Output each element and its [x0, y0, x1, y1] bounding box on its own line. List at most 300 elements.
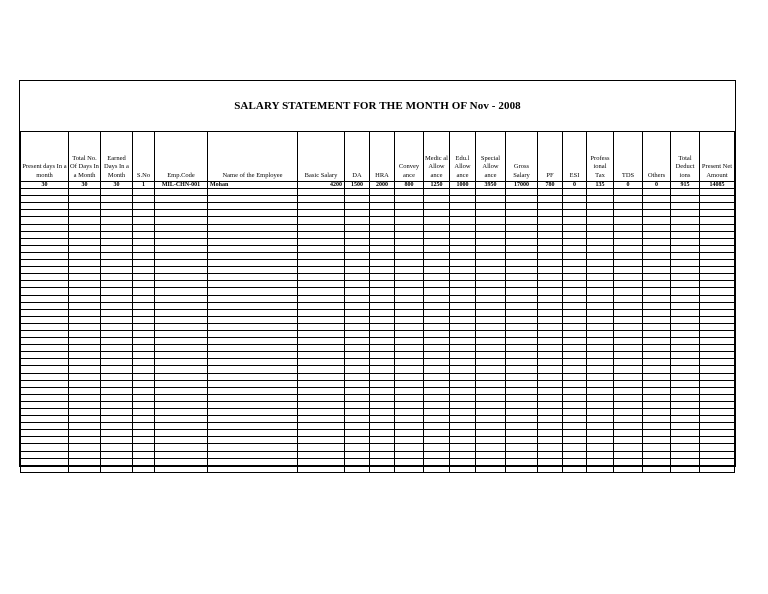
empty-cell	[538, 373, 563, 380]
empty-cell	[506, 288, 538, 295]
empty-row	[21, 323, 735, 330]
empty-cell	[345, 345, 370, 352]
empty-cell	[587, 203, 614, 210]
empty-cell	[133, 189, 155, 196]
empty-cell	[538, 281, 563, 288]
empty-cell	[208, 373, 298, 380]
empty-cell	[345, 394, 370, 401]
empty-cell	[21, 366, 69, 373]
empty-cell	[208, 210, 298, 217]
empty-cell	[395, 302, 424, 309]
empty-cell	[671, 252, 700, 259]
empty-cell	[345, 423, 370, 430]
empty-cell	[563, 338, 587, 345]
empty-cell	[345, 231, 370, 238]
empty-cell	[101, 238, 133, 245]
empty-row	[21, 373, 735, 380]
empty-cell	[538, 260, 563, 267]
empty-cell	[101, 387, 133, 394]
empty-cell	[101, 437, 133, 444]
empty-cell	[69, 252, 101, 259]
empty-cell	[671, 224, 700, 231]
empty-cell	[614, 444, 643, 451]
empty-cell	[563, 373, 587, 380]
empty-cell	[370, 345, 395, 352]
empty-cell	[614, 394, 643, 401]
empty-cell	[643, 387, 671, 394]
empty-cell	[614, 210, 643, 217]
empty-cell	[563, 380, 587, 387]
empty-cell	[538, 323, 563, 330]
empty-cell	[671, 345, 700, 352]
empty-cell	[155, 451, 208, 458]
empty-cell	[671, 281, 700, 288]
empty-cell	[671, 189, 700, 196]
empty-cell	[450, 238, 476, 245]
empty-cell	[345, 281, 370, 288]
empty-cell	[450, 323, 476, 330]
empty-cell	[345, 196, 370, 203]
empty-cell	[587, 345, 614, 352]
empty-cell	[700, 373, 735, 380]
empty-cell	[671, 330, 700, 337]
empty-cell	[671, 366, 700, 373]
empty-row	[21, 387, 735, 394]
empty-cell	[563, 231, 587, 238]
cell-pf: 780	[538, 182, 563, 189]
empty-cell	[155, 409, 208, 416]
empty-cell	[643, 288, 671, 295]
empty-cell	[395, 345, 424, 352]
cell-education-allowance: 1000	[450, 182, 476, 189]
empty-cell	[21, 423, 69, 430]
cell-sno: 1	[133, 182, 155, 189]
empty-cell	[476, 401, 506, 408]
empty-cell	[476, 196, 506, 203]
empty-cell	[69, 394, 101, 401]
empty-cell	[450, 260, 476, 267]
empty-cell	[155, 380, 208, 387]
empty-cell	[208, 231, 298, 238]
empty-cell	[345, 309, 370, 316]
empty-cell	[587, 373, 614, 380]
empty-cell	[506, 203, 538, 210]
empty-cell	[538, 252, 563, 259]
empty-cell	[101, 231, 133, 238]
empty-cell	[563, 267, 587, 274]
empty-cell	[101, 380, 133, 387]
empty-cell	[538, 267, 563, 274]
empty-cell	[424, 338, 450, 345]
empty-cell	[345, 224, 370, 231]
empty-cell	[563, 394, 587, 401]
empty-cell	[133, 359, 155, 366]
empty-cell	[538, 458, 563, 465]
empty-cell	[69, 274, 101, 281]
empty-cell	[587, 465, 614, 472]
empty-cell	[298, 267, 345, 274]
empty-cell	[133, 409, 155, 416]
empty-cell	[643, 323, 671, 330]
table-row	[21, 182, 735, 189]
empty-cell	[424, 274, 450, 281]
empty-cell	[424, 387, 450, 394]
col-conveyance: Convey ance	[395, 132, 424, 182]
empty-cell	[587, 189, 614, 196]
empty-cell	[155, 295, 208, 302]
empty-cell	[133, 352, 155, 359]
empty-cell	[345, 380, 370, 387]
empty-cell	[345, 444, 370, 451]
empty-cell	[563, 309, 587, 316]
empty-cell	[700, 196, 735, 203]
empty-cell	[345, 189, 370, 196]
empty-cell	[614, 359, 643, 366]
empty-cell	[671, 451, 700, 458]
empty-cell	[155, 423, 208, 430]
empty-cell	[587, 281, 614, 288]
empty-cell	[395, 196, 424, 203]
empty-cell	[133, 274, 155, 281]
empty-cell	[700, 366, 735, 373]
empty-cell	[563, 430, 587, 437]
empty-cell	[563, 245, 587, 252]
empty-cell	[101, 302, 133, 309]
empty-cell	[101, 189, 133, 196]
empty-cell	[424, 366, 450, 373]
empty-cell	[155, 373, 208, 380]
empty-cell	[587, 444, 614, 451]
empty-cell	[643, 366, 671, 373]
empty-cell	[298, 224, 345, 231]
empty-cell	[506, 210, 538, 217]
empty-cell	[506, 274, 538, 281]
empty-cell	[587, 274, 614, 281]
empty-cell	[700, 245, 735, 252]
empty-cell	[69, 238, 101, 245]
empty-cell	[476, 345, 506, 352]
empty-cell	[700, 274, 735, 281]
empty-cell	[345, 252, 370, 259]
empty-cell	[538, 401, 563, 408]
empty-cell	[424, 323, 450, 330]
cell-net-amount: 14085	[700, 182, 735, 189]
empty-cell	[538, 203, 563, 210]
empty-cell	[370, 330, 395, 337]
empty-cell	[155, 210, 208, 217]
empty-cell	[370, 203, 395, 210]
empty-cell	[614, 217, 643, 224]
empty-cell	[563, 302, 587, 309]
empty-cell	[424, 380, 450, 387]
empty-cell	[450, 394, 476, 401]
empty-cell	[476, 380, 506, 387]
empty-cell	[155, 352, 208, 359]
empty-cell	[370, 338, 395, 345]
empty-cell	[21, 394, 69, 401]
empty-cell	[21, 267, 69, 274]
empty-cell	[506, 416, 538, 423]
cell-tds: 0	[614, 182, 643, 189]
empty-cell	[614, 387, 643, 394]
empty-cell	[101, 416, 133, 423]
empty-cell	[506, 217, 538, 224]
empty-row	[21, 295, 735, 302]
empty-cell	[450, 451, 476, 458]
empty-cell	[395, 217, 424, 224]
empty-cell	[345, 416, 370, 423]
empty-cell	[614, 189, 643, 196]
empty-cell	[450, 196, 476, 203]
empty-cell	[538, 345, 563, 352]
empty-cell	[506, 338, 538, 345]
empty-cell	[563, 409, 587, 416]
empty-cell	[370, 238, 395, 245]
empty-cell	[643, 401, 671, 408]
empty-cell	[69, 387, 101, 394]
empty-cell	[450, 316, 476, 323]
empty-cell	[671, 416, 700, 423]
empty-cell	[643, 316, 671, 323]
empty-cell	[424, 309, 450, 316]
empty-cell	[424, 260, 450, 267]
empty-cell	[506, 323, 538, 330]
empty-cell	[155, 338, 208, 345]
empty-cell	[424, 217, 450, 224]
empty-cell	[424, 423, 450, 430]
empty-cell	[395, 316, 424, 323]
empty-cell	[370, 231, 395, 238]
empty-cell	[101, 316, 133, 323]
empty-cell	[643, 196, 671, 203]
empty-cell	[614, 231, 643, 238]
empty-cell	[563, 458, 587, 465]
col-others: Others	[643, 132, 671, 182]
empty-cell	[101, 373, 133, 380]
empty-cell	[506, 260, 538, 267]
empty-cell	[21, 231, 69, 238]
empty-cell	[671, 316, 700, 323]
empty-cell	[101, 203, 133, 210]
header-row	[21, 132, 735, 182]
empty-cell	[506, 366, 538, 373]
empty-cell	[563, 281, 587, 288]
empty-cell	[671, 196, 700, 203]
empty-cell	[298, 302, 345, 309]
empty-cell	[101, 295, 133, 302]
empty-cell	[155, 274, 208, 281]
empty-cell	[450, 189, 476, 196]
empty-cell	[21, 359, 69, 366]
empty-cell	[155, 345, 208, 352]
empty-cell	[101, 345, 133, 352]
empty-cell	[395, 444, 424, 451]
empty-cell	[298, 288, 345, 295]
empty-cell	[69, 380, 101, 387]
empty-row	[21, 217, 735, 224]
empty-cell	[614, 267, 643, 274]
empty-cell	[21, 416, 69, 423]
empty-cell	[563, 288, 587, 295]
empty-cell	[345, 338, 370, 345]
empty-cell	[476, 203, 506, 210]
empty-cell	[476, 409, 506, 416]
empty-cell	[133, 458, 155, 465]
empty-cell	[587, 366, 614, 373]
empty-cell	[538, 430, 563, 437]
empty-cell	[587, 288, 614, 295]
empty-cell	[506, 224, 538, 231]
empty-cell	[101, 401, 133, 408]
empty-cell	[538, 338, 563, 345]
empty-cell	[298, 373, 345, 380]
empty-cell	[298, 437, 345, 444]
empty-cell	[370, 295, 395, 302]
empty-row	[21, 189, 735, 196]
empty-cell	[69, 231, 101, 238]
empty-cell	[345, 458, 370, 465]
empty-cell	[506, 252, 538, 259]
empty-cell	[587, 451, 614, 458]
empty-cell	[69, 245, 101, 252]
empty-cell	[101, 252, 133, 259]
empty-cell	[133, 281, 155, 288]
empty-cell	[208, 338, 298, 345]
empty-cell	[538, 309, 563, 316]
empty-cell	[476, 288, 506, 295]
empty-cell	[700, 210, 735, 217]
empty-cell	[538, 359, 563, 366]
empty-row	[21, 245, 735, 252]
empty-cell	[424, 245, 450, 252]
empty-cell	[155, 465, 208, 472]
empty-cell	[643, 359, 671, 366]
empty-cell	[671, 430, 700, 437]
empty-cell	[424, 373, 450, 380]
empty-cell	[395, 409, 424, 416]
empty-cell	[450, 430, 476, 437]
empty-cell	[700, 316, 735, 323]
empty-cell	[587, 196, 614, 203]
empty-cell	[69, 260, 101, 267]
empty-cell	[671, 274, 700, 281]
empty-cell	[370, 444, 395, 451]
empty-cell	[395, 416, 424, 423]
empty-cell	[133, 451, 155, 458]
empty-row	[21, 394, 735, 401]
empty-cell	[700, 451, 735, 458]
empty-cell	[101, 210, 133, 217]
empty-cell	[450, 387, 476, 394]
empty-cell	[21, 409, 69, 416]
empty-cell	[69, 465, 101, 472]
empty-cell	[506, 437, 538, 444]
empty-cell	[69, 345, 101, 352]
empty-cell	[614, 465, 643, 472]
empty-cell	[563, 217, 587, 224]
empty-cell	[614, 409, 643, 416]
empty-cell	[643, 281, 671, 288]
empty-cell	[370, 465, 395, 472]
empty-cell	[133, 217, 155, 224]
empty-cell	[563, 260, 587, 267]
empty-cell	[450, 252, 476, 259]
empty-row	[21, 416, 735, 423]
empty-cell	[587, 217, 614, 224]
empty-cell	[133, 330, 155, 337]
empty-cell	[424, 345, 450, 352]
empty-cell	[700, 189, 735, 196]
empty-cell	[614, 288, 643, 295]
empty-cell	[671, 338, 700, 345]
empty-cell	[538, 437, 563, 444]
empty-cell	[208, 267, 298, 274]
empty-cell	[587, 416, 614, 423]
empty-cell	[133, 380, 155, 387]
empty-cell	[155, 224, 208, 231]
cell-basic-salary: 4200	[298, 182, 345, 189]
empty-cell	[424, 465, 450, 472]
empty-cell	[506, 245, 538, 252]
cell-medical-allowance: 1250	[424, 182, 450, 189]
empty-cell	[538, 409, 563, 416]
empty-cell	[450, 366, 476, 373]
empty-cell	[101, 366, 133, 373]
empty-cell	[643, 416, 671, 423]
empty-cell	[345, 316, 370, 323]
empty-cell	[587, 252, 614, 259]
empty-row	[21, 359, 735, 366]
empty-cell	[370, 245, 395, 252]
empty-cell	[506, 387, 538, 394]
empty-cell	[563, 224, 587, 231]
empty-cell	[643, 338, 671, 345]
col-da: DA	[345, 132, 370, 182]
empty-cell	[450, 267, 476, 274]
empty-cell	[133, 196, 155, 203]
empty-cell	[700, 352, 735, 359]
empty-cell	[155, 444, 208, 451]
empty-cell	[101, 444, 133, 451]
empty-cell	[155, 401, 208, 408]
empty-cell	[700, 430, 735, 437]
empty-cell	[208, 189, 298, 196]
empty-cell	[538, 288, 563, 295]
empty-cell	[395, 330, 424, 337]
empty-cell	[643, 217, 671, 224]
empty-cell	[587, 430, 614, 437]
empty-cell	[69, 224, 101, 231]
empty-row	[21, 288, 735, 295]
empty-cell	[538, 423, 563, 430]
empty-row	[21, 366, 735, 373]
empty-cell	[155, 252, 208, 259]
empty-cell	[643, 267, 671, 274]
empty-cell	[671, 380, 700, 387]
empty-cell	[133, 366, 155, 373]
empty-cell	[395, 387, 424, 394]
empty-cell	[476, 352, 506, 359]
empty-cell	[395, 430, 424, 437]
empty-cell	[395, 465, 424, 472]
col-tds: TDS	[614, 132, 643, 182]
empty-cell	[450, 409, 476, 416]
empty-cell	[298, 394, 345, 401]
col-total-days: Total No. Of Days In a Month	[69, 132, 101, 182]
empty-cell	[133, 210, 155, 217]
empty-cell	[101, 224, 133, 231]
empty-cell	[370, 217, 395, 224]
